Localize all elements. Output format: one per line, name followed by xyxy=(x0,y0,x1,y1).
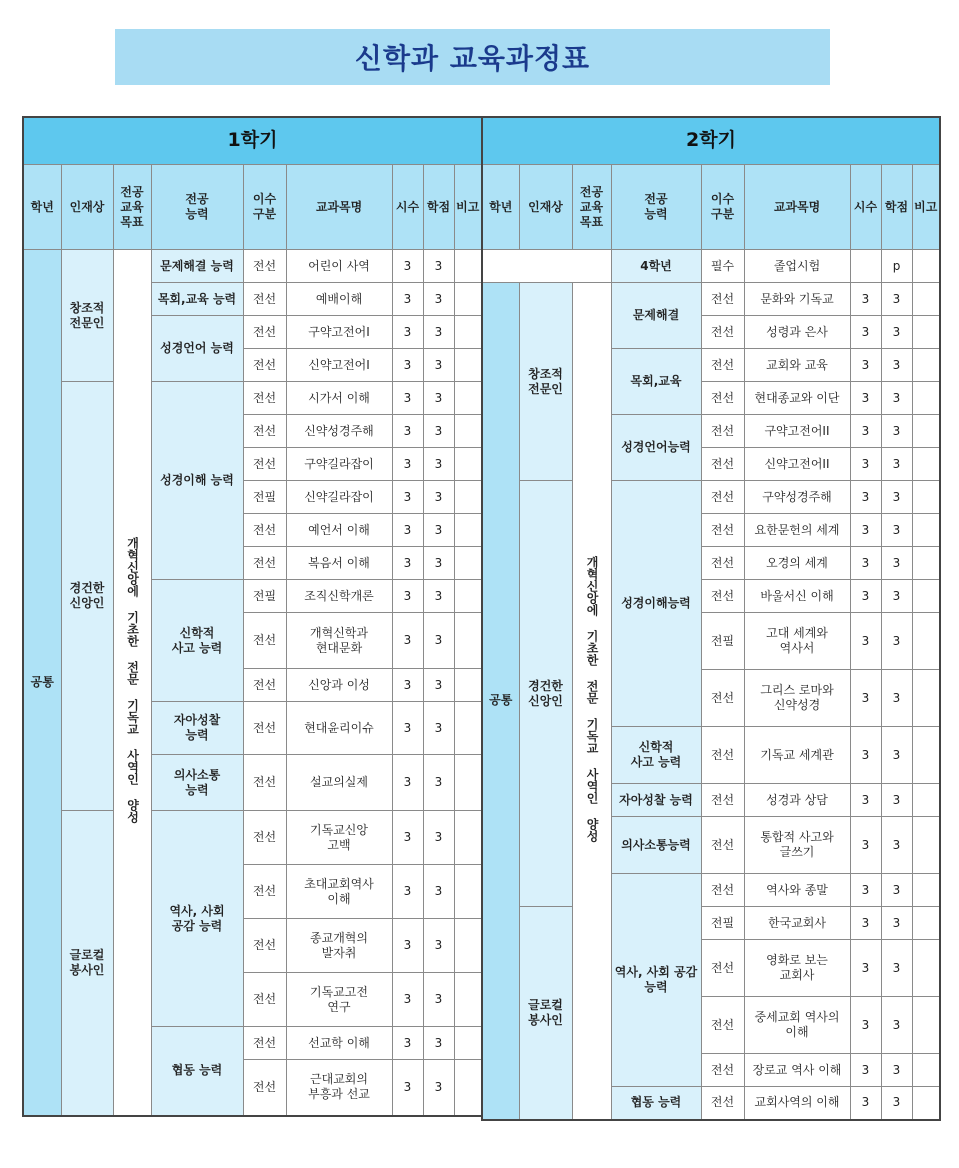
header-credits: 학점 xyxy=(881,165,912,250)
page-title: 신학과 교육과정표 xyxy=(354,42,591,75)
course-type: 전선 xyxy=(701,940,744,997)
course-hours: 3 xyxy=(392,349,423,382)
header-ability: 전공 능력 xyxy=(611,165,701,250)
course-type: 전선 xyxy=(701,316,744,349)
ability-cell: 문제해결 xyxy=(611,283,701,349)
course-credits: 3 xyxy=(423,755,454,811)
course-credits: 3 xyxy=(881,997,912,1054)
course-note xyxy=(912,907,940,940)
course-hours: 3 xyxy=(850,382,881,415)
course-note xyxy=(454,382,482,415)
course-type: 전선 xyxy=(701,784,744,817)
course-name: 초대교회역사 이해 xyxy=(286,865,392,919)
ability-cell: 의사소통능력 xyxy=(611,817,701,874)
header-ability: 전공 능력 xyxy=(151,165,243,250)
course-type: 필수 xyxy=(701,250,744,283)
course-name: 교회사역의 이해 xyxy=(744,1087,850,1120)
ability-cell: 목회,교육 능력 xyxy=(151,283,243,316)
course-type: 전선 xyxy=(701,1087,744,1120)
course-type: 전선 xyxy=(243,865,286,919)
ability-cell: 신학적 사고 능력 xyxy=(151,580,243,702)
course-credits: 3 xyxy=(881,1087,912,1120)
course-credits: 3 xyxy=(423,613,454,669)
course-type: 전선 xyxy=(701,448,744,481)
course-type: 전선 xyxy=(701,874,744,907)
course-type: 전선 xyxy=(701,997,744,1054)
course-hours: 3 xyxy=(850,874,881,907)
year-cell: 공통 xyxy=(23,250,61,1116)
course-note xyxy=(454,811,482,865)
course-note xyxy=(912,415,940,448)
course-type: 전선 xyxy=(701,547,744,580)
course-name: 어린이 사역 xyxy=(286,250,392,283)
course-hours: 3 xyxy=(392,613,423,669)
course-hours: 3 xyxy=(392,580,423,613)
course-note xyxy=(912,613,940,670)
course-note xyxy=(454,547,482,580)
course-hours: 3 xyxy=(392,1060,423,1116)
course-type: 전필 xyxy=(243,580,286,613)
course-type: 전선 xyxy=(243,283,286,316)
course-credits: 3 xyxy=(881,907,912,940)
ability-cell: 의사소통 능력 xyxy=(151,755,243,811)
course-note xyxy=(912,316,940,349)
course-note xyxy=(454,669,482,702)
course-name: 근대교회의 부흥과 선교 xyxy=(286,1060,392,1116)
course-name: 문화와 기독교 xyxy=(744,283,850,316)
header-type: 이수 구분 xyxy=(701,165,744,250)
course-type: 전선 xyxy=(701,670,744,727)
ability-cell: 성경이해능력 xyxy=(611,481,701,727)
course-credits: 3 xyxy=(423,919,454,973)
course-type: 전선 xyxy=(701,481,744,514)
course-hours: 3 xyxy=(850,670,881,727)
course-name: 장로교 역사 이해 xyxy=(744,1054,850,1087)
course-name: 복음서 이해 xyxy=(286,547,392,580)
course-credits: 3 xyxy=(881,382,912,415)
course-name: 통합적 사고와 글쓰기 xyxy=(744,817,850,874)
course-credits: 3 xyxy=(423,1060,454,1116)
course-name: 개혁신학과 현대문화 xyxy=(286,613,392,669)
course-note xyxy=(912,448,940,481)
course-credits: 3 xyxy=(881,316,912,349)
course-note xyxy=(454,919,482,973)
ability-cell: 문제해결 능력 xyxy=(151,250,243,283)
header-ideal: 인재상 xyxy=(519,165,572,250)
semester-1-table xyxy=(22,116,483,1117)
course-hours: 3 xyxy=(392,316,423,349)
course-type: 전선 xyxy=(701,415,744,448)
header-note: 비고 xyxy=(454,165,482,250)
course-hours: 3 xyxy=(392,919,423,973)
goal-vertical-text: 개혁신앙에 기초한 전문 기독교 사역인 양성 xyxy=(125,537,140,824)
course-name: 신약성경주해 xyxy=(286,415,392,448)
course-type: 전선 xyxy=(243,448,286,481)
course-hours: 3 xyxy=(392,702,423,755)
title-banner xyxy=(115,29,830,85)
course-note xyxy=(454,1027,482,1060)
course-name: 영화로 보는 교회사 xyxy=(744,940,850,997)
course-note xyxy=(454,250,482,283)
course-hours: 3 xyxy=(850,997,881,1054)
course-credits: 3 xyxy=(423,973,454,1027)
course-hours: 3 xyxy=(850,349,881,382)
course-credits: 3 xyxy=(881,481,912,514)
course-hours: 3 xyxy=(392,415,423,448)
course-hours: 3 xyxy=(850,907,881,940)
course-name: 그리스 로마와 신약성경 xyxy=(744,670,850,727)
course-note xyxy=(454,865,482,919)
course-credits: 3 xyxy=(881,514,912,547)
course-note xyxy=(912,283,940,316)
header-course: 교과목명 xyxy=(286,165,392,250)
course-credits: 3 xyxy=(423,283,454,316)
course-note xyxy=(912,514,940,547)
course-type: 전선 xyxy=(243,349,286,382)
course-type: 전선 xyxy=(243,702,286,755)
course-name: 현대종교와 이단 xyxy=(744,382,850,415)
course-name: 바울서신 이해 xyxy=(744,580,850,613)
course-credits: 3 xyxy=(423,316,454,349)
course-name: 종교개혁의 발자취 xyxy=(286,919,392,973)
course-hours: 3 xyxy=(850,283,881,316)
semester-2-label: 2학기 xyxy=(482,117,940,165)
course-credits: 3 xyxy=(423,580,454,613)
course-type: 전선 xyxy=(243,316,286,349)
course-note xyxy=(912,1054,940,1087)
course-credits: 3 xyxy=(423,865,454,919)
course-hours: 3 xyxy=(850,1054,881,1087)
goal-cell xyxy=(113,250,151,1116)
course-hours: 3 xyxy=(850,613,881,670)
course-name: 신약길라잡이 xyxy=(286,481,392,514)
course-type: 전선 xyxy=(701,382,744,415)
course-type: 전선 xyxy=(701,349,744,382)
course-credits: 3 xyxy=(423,811,454,865)
header-goal: 전공 교육 목표 xyxy=(113,165,151,250)
course-name: 교회와 교육 xyxy=(744,349,850,382)
course-credits: 3 xyxy=(881,784,912,817)
table-row xyxy=(23,382,482,415)
course-note xyxy=(454,283,482,316)
course-type: 전선 xyxy=(243,973,286,1027)
course-credits: 3 xyxy=(881,1054,912,1087)
course-credits: 3 xyxy=(881,613,912,670)
course-note xyxy=(454,613,482,669)
course-note xyxy=(912,784,940,817)
course-note xyxy=(912,382,940,415)
ability-cell: 역사, 사회 공감 능력 xyxy=(611,874,701,1087)
course-type: 전선 xyxy=(243,811,286,865)
table-row xyxy=(23,811,482,865)
course-hours: 3 xyxy=(392,1027,423,1060)
header-year: 학년 xyxy=(482,165,519,250)
course-type: 전선 xyxy=(243,1027,286,1060)
table-row xyxy=(482,481,940,514)
header-credits: 학점 xyxy=(423,165,454,250)
course-type: 전선 xyxy=(701,817,744,874)
course-credits: 3 xyxy=(881,670,912,727)
course-note xyxy=(912,670,940,727)
table-row xyxy=(482,283,940,316)
course-credits: 3 xyxy=(423,547,454,580)
course-note xyxy=(454,481,482,514)
course-credits: 3 xyxy=(423,448,454,481)
course-type: 전선 xyxy=(243,514,286,547)
course-name: 현대윤리이슈 xyxy=(286,702,392,755)
course-note xyxy=(912,547,940,580)
course-credits: 3 xyxy=(881,940,912,997)
ability-cell: 목회,교육 xyxy=(611,349,701,415)
course-hours: 3 xyxy=(850,448,881,481)
ability-cell: 자아성찰 능력 xyxy=(151,702,243,755)
course-note xyxy=(454,702,482,755)
semester-2-table xyxy=(481,116,941,1121)
course-type: 전선 xyxy=(701,727,744,784)
course-note xyxy=(912,817,940,874)
course-credits: 3 xyxy=(881,580,912,613)
course-credits: 3 xyxy=(423,382,454,415)
ability-cell: 성경언어능력 xyxy=(611,415,701,481)
course-hours: 3 xyxy=(850,415,881,448)
course-credits: 3 xyxy=(881,874,912,907)
header-hours: 시수 xyxy=(392,165,423,250)
course-credits: 3 xyxy=(881,727,912,784)
course-hours: 3 xyxy=(392,547,423,580)
course-credits: 3 xyxy=(881,283,912,316)
course-type: 전필 xyxy=(701,907,744,940)
ideal-cell: 창조적 전문인 xyxy=(61,250,113,382)
course-credits: 3 xyxy=(881,547,912,580)
course-credits: 3 xyxy=(423,481,454,514)
course-name: 조직신학개론 xyxy=(286,580,392,613)
course-name: 성령과 은사 xyxy=(744,316,850,349)
course-type: 전선 xyxy=(243,250,286,283)
course-note xyxy=(454,448,482,481)
course-type: 전선 xyxy=(243,382,286,415)
header-year: 학년 xyxy=(23,165,61,250)
ability-cell: 4학년 xyxy=(611,250,701,283)
course-hours: 3 xyxy=(392,865,423,919)
course-note xyxy=(454,415,482,448)
header-goal: 전공 교육 목표 xyxy=(572,165,611,250)
ability-cell: 성경이해 능력 xyxy=(151,382,243,580)
course-name: 구약길라잡이 xyxy=(286,448,392,481)
course-name: 성경과 상담 xyxy=(744,784,850,817)
course-type: 전선 xyxy=(243,613,286,669)
semester-1-label: 1학기 xyxy=(23,117,482,165)
course-name: 구약고전어I xyxy=(286,316,392,349)
course-hours: 3 xyxy=(392,283,423,316)
course-note xyxy=(454,755,482,811)
ability-cell: 역사, 사회 공감 능력 xyxy=(151,811,243,1027)
course-note xyxy=(912,580,940,613)
course-note xyxy=(454,1060,482,1116)
course-name: 구약성경주해 xyxy=(744,481,850,514)
course-credits: 3 xyxy=(881,448,912,481)
header-course: 교과목명 xyxy=(744,165,850,250)
course-note xyxy=(912,727,940,784)
course-hours: 3 xyxy=(392,755,423,811)
course-note xyxy=(912,940,940,997)
course-type: 전선 xyxy=(701,514,744,547)
header-ideal: 인재상 xyxy=(61,165,113,250)
ability-cell: 자아성찰 능력 xyxy=(611,784,701,817)
course-credits: 3 xyxy=(423,1027,454,1060)
course-name: 고대 세계와 역사서 xyxy=(744,613,850,670)
course-note xyxy=(912,997,940,1054)
course-note xyxy=(454,580,482,613)
course-name: 기독교신앙 고백 xyxy=(286,811,392,865)
course-note xyxy=(454,316,482,349)
course-hours: 3 xyxy=(392,250,423,283)
course-name: 역사와 종말 xyxy=(744,874,850,907)
course-name: 오경의 세계 xyxy=(744,547,850,580)
course-name: 신앙과 이성 xyxy=(286,669,392,702)
course-note xyxy=(912,481,940,514)
course-credits: 3 xyxy=(423,514,454,547)
course-note xyxy=(912,1087,940,1120)
course-hours: 3 xyxy=(392,514,423,547)
course-name: 구약고전어II xyxy=(744,415,850,448)
course-note xyxy=(912,250,940,283)
course-hours: 3 xyxy=(850,514,881,547)
course-credits: p xyxy=(881,250,912,283)
course-hours: 3 xyxy=(392,481,423,514)
table-row xyxy=(482,907,940,940)
header-type: 이수 구분 xyxy=(243,165,286,250)
course-hours: 3 xyxy=(392,811,423,865)
course-note xyxy=(912,349,940,382)
table-row xyxy=(23,250,482,283)
course-hours: 3 xyxy=(850,580,881,613)
course-name: 예배이해 xyxy=(286,283,392,316)
course-hours: 3 xyxy=(850,481,881,514)
course-name: 신약고전어II xyxy=(744,448,850,481)
course-name: 한국교회사 xyxy=(744,907,850,940)
course-type: 전선 xyxy=(243,547,286,580)
ideal-cell: 경건한 신앙인 xyxy=(61,382,113,811)
ability-cell: 협동 능력 xyxy=(151,1027,243,1116)
goal-vertical-text: 개혁신앙에 기초한 전문 기독교 사역인 양성 xyxy=(585,555,599,842)
course-name: 선교학 이해 xyxy=(286,1027,392,1060)
course-name: 신약고전어I xyxy=(286,349,392,382)
ideal-cell: 글로컬 봉사인 xyxy=(61,811,113,1116)
course-type: 전선 xyxy=(243,415,286,448)
course-name: 중세교회 역사의 이해 xyxy=(744,997,850,1054)
course-credits: 3 xyxy=(423,702,454,755)
course-name: 시가서 이해 xyxy=(286,382,392,415)
course-name: 기독교고전 연구 xyxy=(286,973,392,1027)
course-type: 전선 xyxy=(701,283,744,316)
course-hours: 3 xyxy=(850,316,881,349)
header-hours: 시수 xyxy=(850,165,881,250)
course-credits: 3 xyxy=(423,250,454,283)
ideal-cell: 창조적 전문인 xyxy=(519,283,572,481)
course-name: 예언서 이해 xyxy=(286,514,392,547)
course-hours: 3 xyxy=(392,382,423,415)
course-hours: 3 xyxy=(850,727,881,784)
table-row xyxy=(482,250,940,283)
course-type: 전선 xyxy=(243,919,286,973)
ideal-cell: 경건한 신앙인 xyxy=(519,481,572,907)
course-credits: 3 xyxy=(881,817,912,874)
ideal-cell: 글로컬 봉사인 xyxy=(519,907,572,1120)
course-note xyxy=(912,874,940,907)
course-hours: 3 xyxy=(850,784,881,817)
course-credits: 3 xyxy=(423,349,454,382)
course-name: 설교의실제 xyxy=(286,755,392,811)
course-hours xyxy=(850,250,881,283)
course-hours: 3 xyxy=(850,817,881,874)
course-name: 요한문헌의 세계 xyxy=(744,514,850,547)
course-type: 전필 xyxy=(243,481,286,514)
course-type: 전선 xyxy=(243,669,286,702)
course-type: 전선 xyxy=(243,1060,286,1116)
course-hours: 3 xyxy=(392,973,423,1027)
course-name: 기독교 세계관 xyxy=(744,727,850,784)
course-type: 전필 xyxy=(701,613,744,670)
course-credits: 3 xyxy=(423,415,454,448)
course-note xyxy=(454,973,482,1027)
header-note: 비고 xyxy=(912,165,940,250)
course-hours: 3 xyxy=(392,448,423,481)
blank-cell xyxy=(482,250,611,283)
course-credits: 3 xyxy=(423,669,454,702)
course-credits: 3 xyxy=(881,349,912,382)
course-type: 전선 xyxy=(243,755,286,811)
course-note xyxy=(454,349,482,382)
course-type: 전선 xyxy=(701,1054,744,1087)
ability-cell: 성경언어 능력 xyxy=(151,316,243,382)
course-type: 전선 xyxy=(701,580,744,613)
course-note xyxy=(454,514,482,547)
course-hours: 3 xyxy=(850,1087,881,1120)
course-hours: 3 xyxy=(392,669,423,702)
ability-cell: 신학적 사고 능력 xyxy=(611,727,701,784)
course-credits: 3 xyxy=(881,415,912,448)
course-name: 졸업시험 xyxy=(744,250,850,283)
course-hours: 3 xyxy=(850,547,881,580)
course-hours: 3 xyxy=(850,940,881,997)
year-cell: 공통 xyxy=(482,283,519,1120)
goal-cell xyxy=(572,283,611,1120)
ability-cell: 협동 능력 xyxy=(611,1087,701,1120)
